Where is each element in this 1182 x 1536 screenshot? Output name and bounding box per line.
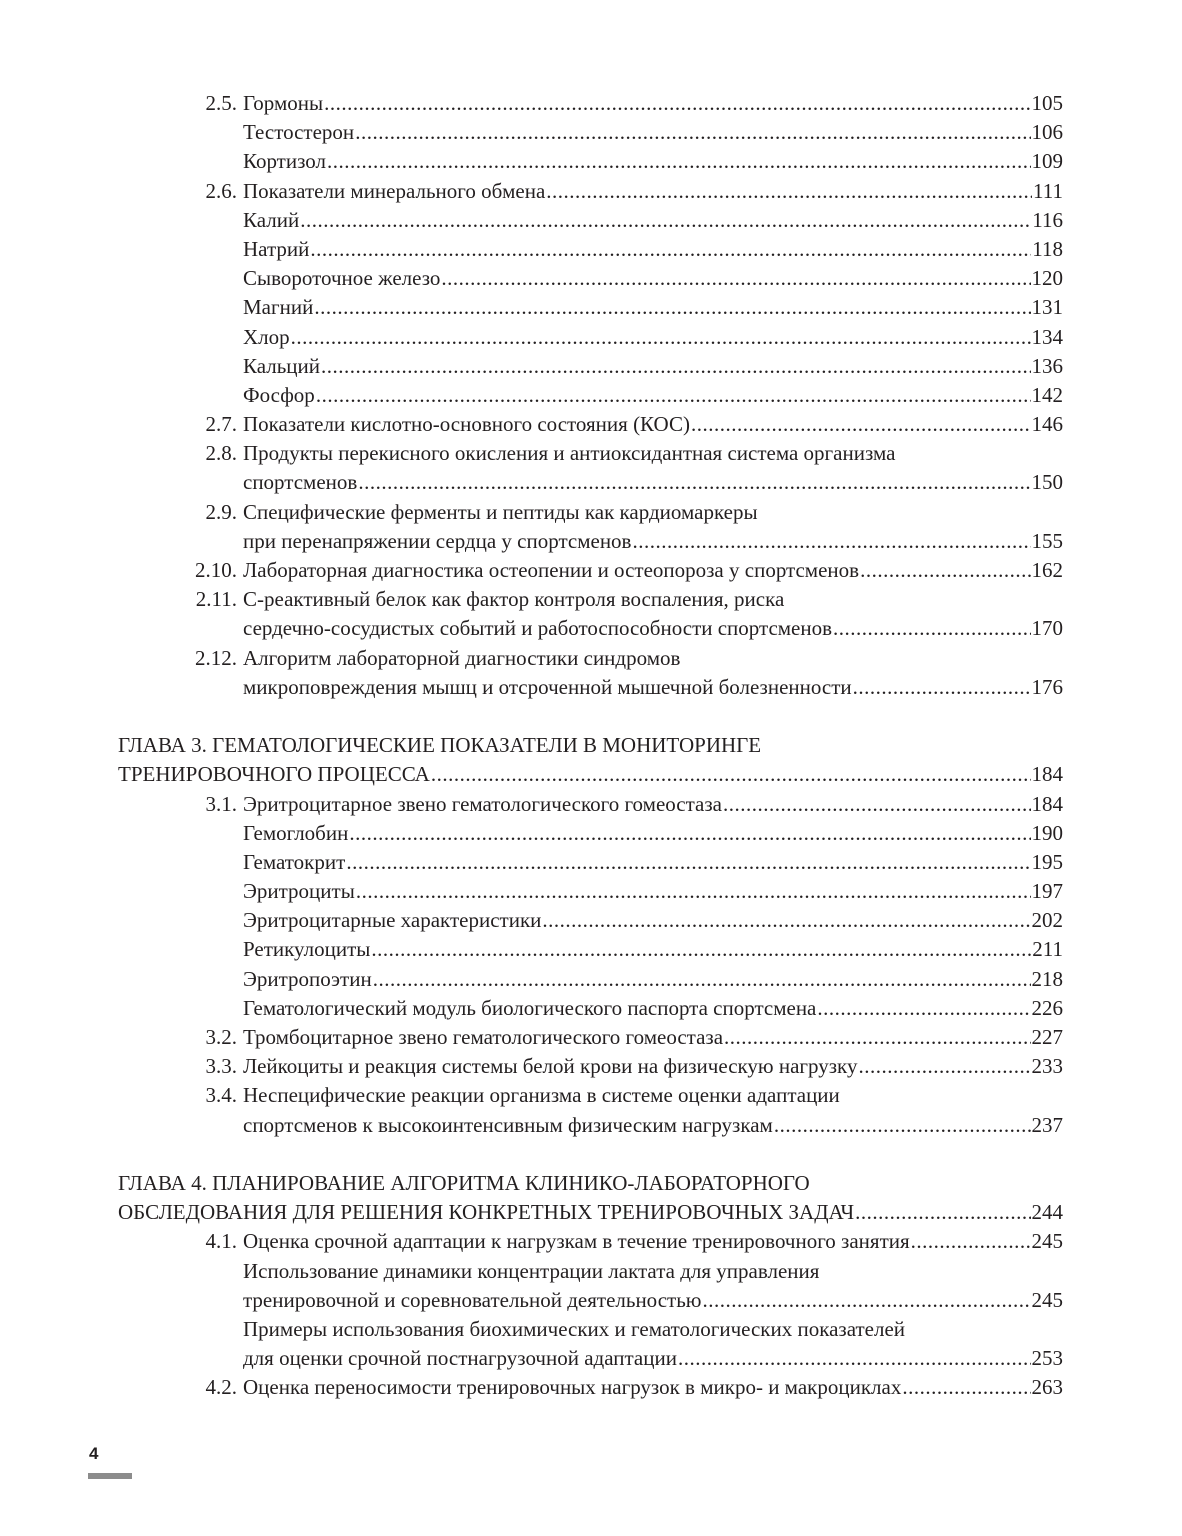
entry-page: 245 [1031,1229,1063,1254]
entry-title: Сывороточное железо [243,266,441,291]
entry-page: 244 [1031,1200,1063,1225]
toc-entry [0,468,1182,497]
entry-line [243,906,1063,935]
spacer [0,702,1182,731]
entry-title: Фосфор [243,382,315,407]
entry-title: Оценка срочной адаптации к нагрузкам в течение тренировочного занятия [243,1229,910,1254]
toc-entry [0,556,1182,585]
toc-entry [0,1227,1182,1256]
dot-leader [855,1198,1030,1227]
section-number: 3.1. [205,791,237,816]
toc-entry [0,439,1182,468]
toc-entry [0,177,1182,206]
section-number: 2.5. [205,91,237,115]
dot-leader [346,848,1030,877]
toc-chapter-line [0,731,1182,760]
entry-title: Кальций [243,353,321,378]
entry-title: Ретикулоциты [243,937,371,962]
toc-chapter-line [0,1198,1182,1227]
toc-entry [0,614,1182,643]
toc-entry [0,790,1182,819]
toc-chapter-line [0,1169,1182,1198]
entry-title: спортсменов [243,470,358,495]
dot-leader [300,206,1031,235]
entry-page: 106 [1031,120,1063,145]
dot-leader [702,1286,1030,1315]
entry-line [243,1373,1063,1402]
entry-line [243,381,1063,410]
dot-leader [324,89,1030,118]
dot-leader [542,906,1030,935]
dot-leader [355,118,1030,147]
entry-title: Лейкоциты и реакция системы белой крови на физическую нагрузку [243,1054,858,1079]
toc-entry [0,498,1182,527]
dot-leader [373,965,1031,994]
entry-page: 116 [1032,207,1063,232]
entry-title: С-реактивный белок как фактор контроля воспаления, риска [243,587,785,612]
entry-title: для оценки срочной постнагрузочной адаптации [243,1346,677,1371]
toc-entry [0,527,1182,556]
dot-leader [358,468,1030,497]
entry-line [243,673,1063,702]
dot-leader [310,235,1031,264]
entry-title: ГЛАВА 4. ПЛАНИРОВАНИЕ АЛГОРИТМА КЛИНИКО-ЛАБОРАТОРНОГО [118,1170,810,1195]
entry-line [243,585,1063,614]
toc-entry [0,352,1182,381]
toc-entry [0,819,1182,848]
dot-leader [902,1373,1030,1402]
entry-line [243,994,1063,1023]
toc-entry [0,673,1182,702]
entry-title: Калий [243,207,300,232]
entry-line [243,614,1063,643]
entry-title: Эритроциты [243,879,355,904]
dot-leader [371,935,1031,964]
dot-leader [314,293,1030,322]
entry-page: 184 [1031,791,1063,816]
entry-page: 111 [1033,178,1063,203]
entry-line [243,264,1063,293]
entry-title: сердечно-сосудистых событий и работоспособности спортсменов [243,616,833,641]
toc-entry [0,965,1182,994]
section-number: 2.7. [205,412,237,437]
entry-line [118,760,1063,789]
entry-line [243,1023,1063,1052]
entry-line [243,439,1063,468]
dot-leader [724,1023,1030,1052]
dot-leader [356,877,1031,906]
entry-page: 226 [1031,995,1063,1020]
entry-title: Гематологический модуль биологического паспорта спортсмена [243,995,817,1020]
section-number: 3.2. [205,1025,237,1049]
toc-entry [0,323,1182,352]
dot-leader [817,994,1030,1023]
toc-chapter-line [0,760,1182,789]
entry-line [118,1169,1063,1198]
entry-page: 176 [1031,674,1063,699]
toc-entry [0,293,1182,322]
section-number: 2.9. [205,499,237,524]
page-number-bar [88,1473,132,1479]
toc-entry [0,147,1182,176]
entry-title: Продукты перекисного окисления и антиоксидантная система организма [243,441,896,466]
toc-entry [0,1052,1182,1081]
entry-page: 233 [1031,1054,1063,1079]
toc-entry [0,877,1182,906]
dot-leader [291,323,1031,352]
entry-page: 118 [1032,236,1063,261]
entry-line [243,848,1063,877]
toc-entry [0,935,1182,964]
section-number: 2.6. [205,178,237,203]
toc-entry [0,1257,1182,1286]
entry-line [243,235,1063,264]
entry-title: Тестостерон [243,120,355,145]
entry-page: 120 [1031,266,1063,291]
toc-entry [0,994,1182,1023]
entry-page: 155 [1031,528,1063,553]
entry-page: 136 [1031,353,1063,378]
entry-title: спортсменов к высокоинтенсивным физическим нагрузкам [243,1112,773,1137]
page-number: 4 [89,1444,99,1463]
entry-page: 263 [1031,1375,1063,1400]
entry-title: Гормоны [243,91,324,115]
entry-line [243,468,1063,497]
dot-leader [678,1344,1031,1373]
toc-entry [0,1286,1182,1315]
entry-title: Неспецифические реакции организма в системе оценки адаптации [243,1083,840,1108]
entry-line [243,935,1063,964]
entry-title: Хлор [243,324,290,349]
dot-leader [723,790,1031,819]
entry-title: Тромбоцитарное звено гематологического гомеостаза [243,1025,724,1049]
entry-page: 184 [1031,762,1063,787]
entry-title: ТРЕНИРОВОЧНОГО ПРОЦЕССА [118,762,430,787]
dot-leader [321,352,1030,381]
entry-line [243,965,1063,994]
dot-leader [860,556,1030,585]
toc-entry [0,89,1182,118]
entry-page: 142 [1031,382,1063,407]
spacer [0,1140,1182,1169]
entry-title: микроповреждения мышц и отсроченной мышечной болезненности [243,674,852,699]
entry-line [243,206,1063,235]
entry-page: 150 [1031,470,1063,495]
entry-title: при перенапряжении сердца у спортсменов [243,528,632,553]
entry-page: 162 [1031,558,1063,582]
entry-title: Оценка переносимости тренировочных нагрузок в микро- и макроциклах [243,1375,902,1400]
section-number: 2.12. [195,645,237,670]
toc-entry [0,1111,1182,1140]
entry-line [243,644,1063,673]
entry-line [243,1111,1063,1140]
section-number: 2.11. [195,587,237,612]
entry-title: Натрий [243,236,310,261]
dot-leader [349,819,1030,848]
entry-line [243,352,1063,381]
entry-line [243,410,1063,439]
entry-title: ОБСЛЕДОВАНИЯ ДЛЯ РЕШЕНИЯ КОНКРЕТНЫХ ТРЕНИРОВОЧНЫХ ЗАДАЧ [118,1200,855,1225]
entry-page: 105 [1031,91,1063,115]
entry-line [243,147,1063,176]
entry-title: Примеры использования биохимических и гематологических показателей [243,1316,906,1341]
entry-line [243,1052,1063,1081]
dot-leader [316,381,1031,410]
entry-title: ГЛАВА 3. ГЕМАТОЛОГИЧЕСКИЕ ПОКАЗАТЕЛИ В МОНИТОРИНГЕ [118,733,762,758]
entry-title: Лабораторная диагностика остеопении и остеопороза у спортсменов [243,558,860,582]
entry-page: 146 [1031,412,1063,437]
toc-entry [0,235,1182,264]
toc-entry [0,848,1182,877]
entry-page: 190 [1031,820,1063,845]
entry-title: Эритроцитарное звено гематологического гомеостаза [243,791,722,816]
entry-line [243,323,1063,352]
entry-page: 211 [1032,937,1063,962]
dot-leader [774,1111,1031,1140]
entry-title: Кортизол [243,149,326,174]
entry-line [243,498,1063,527]
entry-title: Алгоритм лабораторной диагностики синдромов [243,645,681,670]
dot-leader [691,410,1031,439]
section-number: 3.4. [205,1083,237,1108]
entry-page: 131 [1031,295,1063,320]
entry-title: Специфические ферменты и пептиды как кардиомаркеры [243,499,758,524]
entry-line [243,1257,1063,1286]
entry-page: 134 [1031,324,1063,349]
entry-title: Гематокрит [243,849,346,874]
table-of-contents [0,89,1182,1402]
section-number: 4.1. [205,1229,237,1254]
toc-entry [0,381,1182,410]
toc-entry [0,410,1182,439]
entry-title: Показатели кислотно-основного состояния (КОС) [243,412,690,437]
entry-title: Использование динамики концентрации лактата для управления [243,1258,820,1283]
entry-title: Гемоглобин [243,820,349,845]
entry-line [243,1081,1063,1110]
toc-entry [0,264,1182,293]
entry-page: 195 [1031,849,1063,874]
entry-title: тренировочной и соревновательной деятельностью [243,1287,702,1312]
entry-title: Показатели минерального обмена [243,178,546,203]
section-number: 2.8. [205,441,237,466]
toc-entry [0,1373,1182,1402]
dot-leader [546,177,1032,206]
dot-leader [327,147,1031,176]
entry-page: 237 [1031,1112,1063,1137]
entry-line [243,1227,1063,1256]
dot-leader [858,1052,1030,1081]
entry-line [118,1198,1063,1227]
entry-line [243,556,1063,585]
section-number: 2.10. [195,558,237,582]
toc-entry [0,906,1182,935]
dot-leader [853,673,1031,702]
entry-line [243,527,1063,556]
entry-page: 197 [1031,879,1063,904]
entry-page: 253 [1031,1346,1063,1371]
entry-line [243,1286,1063,1315]
toc-entry [0,1081,1182,1110]
entry-page: 109 [1031,149,1063,174]
entry-page: 218 [1031,966,1063,991]
dot-leader [632,527,1030,556]
entry-line [243,1344,1063,1373]
section-number: 3.3. [205,1054,237,1079]
toc-entry [0,118,1182,147]
entry-title: Эритропоэтин [243,966,372,991]
entry-title: Эритроцитарные характеристики [243,908,542,933]
entry-line [243,118,1063,147]
toc-entry [0,1023,1182,1052]
entry-line [243,177,1063,206]
entry-title: Магний [243,295,314,320]
dot-leader [431,760,1031,789]
entry-line [243,819,1063,848]
entry-page: 170 [1031,616,1063,641]
dot-leader [441,264,1030,293]
entry-page: 245 [1031,1287,1063,1312]
entry-line [243,89,1063,118]
section-number: 4.2. [205,1375,237,1400]
entry-line [243,877,1063,906]
toc-entry [0,1344,1182,1373]
entry-page: 202 [1031,908,1063,933]
dot-leader [833,614,1030,643]
toc-entry [0,585,1182,614]
toc-entry [0,1315,1182,1344]
entry-line [243,790,1063,819]
toc-entry [0,206,1182,235]
entry-line [243,1315,1063,1344]
dot-leader [911,1227,1031,1256]
entry-line [118,731,1063,760]
entry-line [243,293,1063,322]
entry-page: 227 [1031,1025,1063,1049]
toc-entry [0,644,1182,673]
